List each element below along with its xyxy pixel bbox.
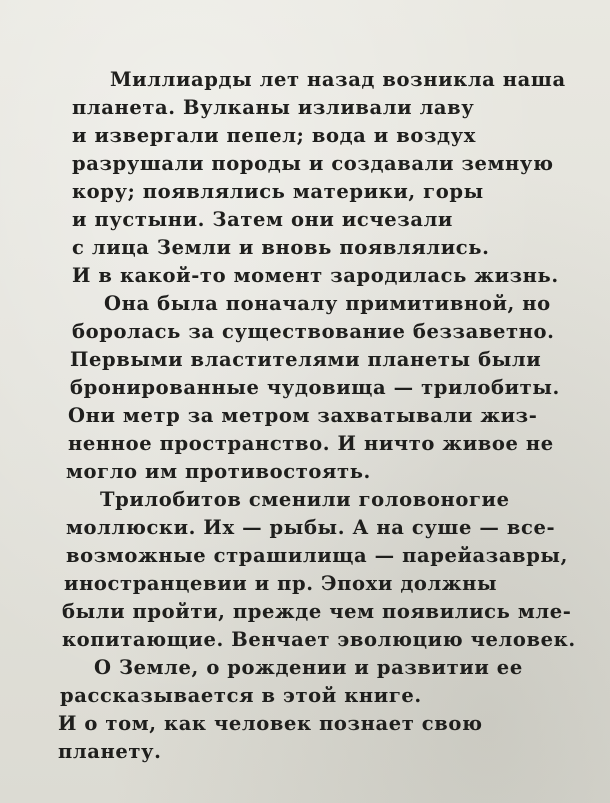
text-line: моллюски. Их — рыбы. А на суше — все- (66, 516, 556, 539)
text-line: планета. Вулканы изливали лаву (72, 96, 475, 119)
text-line: иностранцевии и пр. Эпохи должны (64, 572, 498, 595)
text-line: бронированные чудовища — трилобиты. (70, 376, 560, 399)
text-line: Миллиарды лет назад возникла наша (110, 68, 566, 91)
text-line: Первыми властителями планеты были (70, 348, 542, 371)
text-line: Они метр за метром захватывали жиз- (68, 404, 538, 427)
text-line: планету. (58, 740, 162, 763)
text-line: разрушали породы и создавали земную (72, 152, 554, 175)
text-line: и извергали пепел; вода и воздух (72, 124, 476, 147)
text-line: боролась за существование беззаветно. (72, 320, 555, 343)
text-line: и пустыни. Затем они исчезали (72, 208, 453, 231)
text-line: ненное пространство. И ничто живое не (68, 432, 554, 455)
text-line: Она была поначалу примитивной, но (104, 292, 551, 315)
text-line: были пройти, прежде чем появились мле- (62, 600, 572, 623)
text-line: возможные страшилища — парейазавры, (66, 544, 568, 567)
text-line: О Земле, о рождении и развитии ее (94, 656, 523, 679)
text-line: рассказывается в этой книге. (60, 684, 422, 707)
text-line: копитающие. Венчает эволюцию человек. (62, 628, 576, 651)
text-line: И о том, как человек познает свою (58, 712, 483, 735)
text-line: кору; появлялись материки, горы (72, 180, 484, 203)
text-line: И в какой-то момент зародилась жизнь. (72, 264, 559, 287)
text-line: Трилобитов сменили головоногие (100, 488, 510, 511)
text-line: с лица Земли и вновь появлялись. (72, 236, 490, 259)
text-line: могло им противостоять. (66, 460, 371, 483)
